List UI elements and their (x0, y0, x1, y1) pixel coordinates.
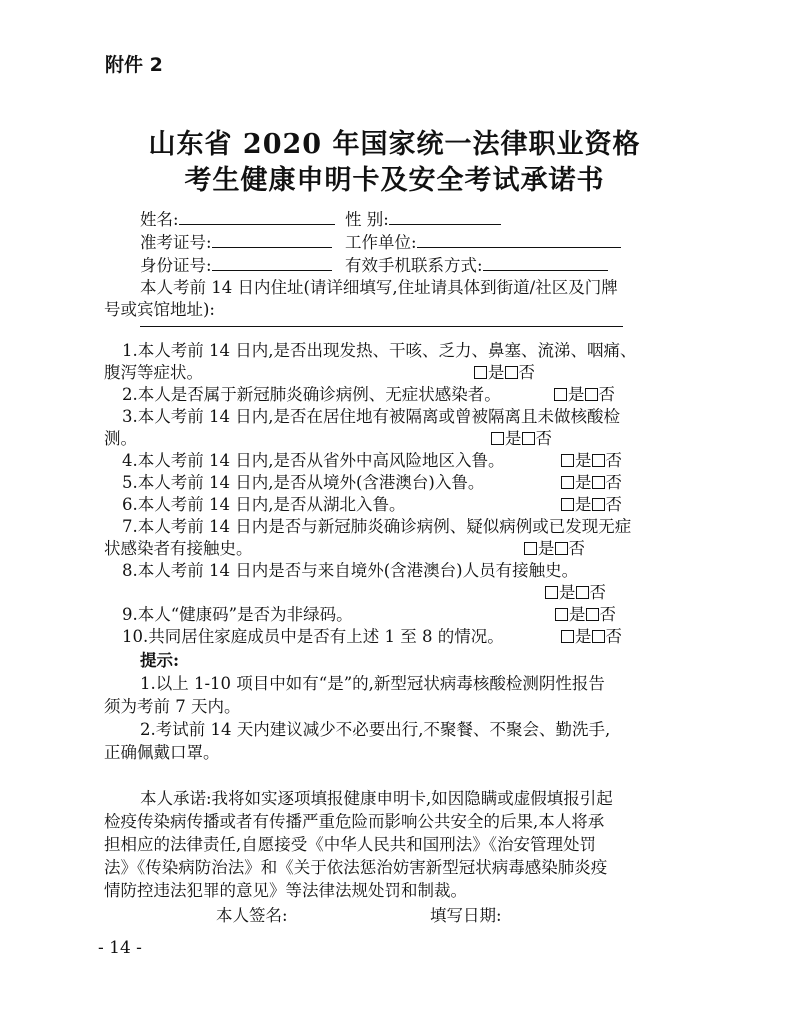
question-6-answer (561, 494, 622, 516)
fill-date-label: 填写日期: (430, 906, 502, 925)
yes-label: 是 (488, 363, 505, 382)
yes-checkbox[interactable] (554, 388, 567, 401)
exam-id-label: 准考证号: (140, 233, 212, 252)
exam-id-blank[interactable] (212, 231, 332, 248)
tip-2-line-1: 2.考试前 14 天内建议减少不必要出行,不聚餐、不聚会、勤洗手, (140, 720, 611, 739)
yes-checkbox[interactable] (561, 476, 574, 489)
no-label: 否 (599, 605, 616, 624)
signature-label: 本人签名: (216, 906, 288, 925)
no-label: 否 (589, 583, 606, 602)
yes-label: 是 (538, 539, 555, 558)
question-4-answer (561, 450, 622, 472)
no-label: 否 (535, 429, 552, 448)
question-9-answer (555, 604, 616, 626)
yes-checkbox[interactable] (561, 498, 574, 511)
no-checkbox[interactable] (505, 366, 518, 379)
no-label: 否 (605, 473, 622, 492)
attachment-label: 附件 2 (105, 54, 163, 76)
yes-checkbox[interactable] (561, 630, 574, 643)
phone-field-row (345, 254, 608, 277)
no-label: 否 (518, 363, 535, 382)
name-blank[interactable] (179, 208, 335, 225)
yes-label: 是 (575, 473, 592, 492)
id-number-field-row (140, 254, 332, 277)
yes-checkbox[interactable] (561, 454, 574, 467)
gender-blank[interactable] (389, 208, 501, 225)
pledge-line-1: 本人承诺:我将如实逐项填报健康申明卡,如因隐瞒或虚假填报引起 (140, 789, 613, 808)
no-checkbox[interactable] (592, 454, 605, 467)
no-label: 否 (598, 385, 615, 404)
question-10: 10.共同居住家庭成员中是否有上述 1 至 8 的情况。 (122, 627, 504, 646)
question-5: 5.本人考前 14 日内,是否从境外(含港澳台)入鲁。 (122, 473, 485, 492)
no-checkbox[interactable] (576, 586, 589, 599)
pledge-line-2: 检疫传染病传播或者有传播严重危险而影响公共安全的后果,本人将承 (104, 812, 605, 831)
yes-label: 是 (575, 627, 592, 646)
yes-checkbox[interactable] (491, 432, 504, 445)
question-10-answer (561, 626, 622, 648)
no-checkbox[interactable] (522, 432, 535, 445)
question-3-answer (491, 428, 552, 450)
work-unit-blank[interactable] (417, 231, 621, 248)
no-label: 否 (605, 495, 622, 514)
question-7-answer (524, 538, 585, 560)
no-label: 否 (605, 451, 622, 470)
address-prompt-line-1: 本人考前 14 日内住址(请详细填写,住址请具体到街道/社区及门牌 (140, 278, 618, 297)
yes-checkbox[interactable] (545, 586, 558, 599)
question-1-line-1: 1.本人考前 14 日内,是否出现发热、干咳、乏力、鼻塞、流涕、咽痛、 (122, 341, 637, 360)
yes-label: 是 (568, 385, 585, 404)
no-label: 否 (568, 539, 585, 558)
yes-label: 是 (575, 495, 592, 514)
question-7-line-2: 状感染者有接触史。 (104, 539, 253, 558)
exam-id-field-row (140, 231, 332, 254)
tip-1-line-1: 1.以上 1-10 项目中如有“是”的,新型冠状病毒核酸检测阴性报告 (140, 674, 605, 693)
name-field-row (140, 208, 335, 231)
no-checkbox[interactable] (592, 476, 605, 489)
question-3-line-1: 3.本人考前 14 日内,是否在居住地有被隔离或曾被隔离且未做核酸检 (122, 407, 620, 426)
question-6: 6.本人考前 14 日内,是否从湖北入鲁。 (122, 495, 406, 514)
page-number: - 14 - (98, 938, 142, 958)
no-checkbox[interactable] (592, 630, 605, 643)
work-unit-label: 工作单位: (345, 233, 417, 252)
tip-2-line-2: 正确佩戴口罩。 (104, 743, 220, 762)
gender-label: 性 别: (345, 210, 389, 229)
document-title-line-1: 山东省 2020 年国家统一法律职业资格 (148, 129, 641, 160)
pledge-line-3: 担相应的法律责任,自愿接受《中华人民共和国刑法》《治安管理处罚 (104, 835, 596, 854)
question-2-answer (554, 384, 615, 406)
id-number-label: 身份证号: (140, 256, 212, 275)
phone-label: 有效手机联系方式: (345, 256, 483, 275)
question-1-answer (474, 362, 535, 384)
pledge-line-4: 法》《传染病防治法》和《关于依法惩治妨害新型冠状病毒感染肺炎疫 (104, 858, 608, 877)
question-8-answer (545, 582, 606, 604)
question-1-line-2: 腹泻等症状。 (104, 363, 203, 382)
yes-checkbox[interactable] (555, 608, 568, 621)
id-number-blank[interactable] (212, 254, 332, 271)
gender-field-row (345, 208, 501, 231)
address-blank[interactable] (140, 325, 623, 327)
question-7-line-1: 7.本人考前 14 日内是否与新冠肺炎确诊病例、疑似病例或已发现无症 (122, 517, 632, 536)
tip-1-line-2: 须为考前 7 天内。 (104, 697, 241, 716)
question-3-line-2: 测。 (104, 429, 137, 448)
work-unit-field-row (345, 231, 621, 254)
phone-blank[interactable] (483, 254, 608, 271)
tips-label: 提示: (140, 651, 180, 670)
name-label: 姓名: (140, 210, 179, 229)
address-prompt-line-2: 号或宾馆地址): (104, 300, 215, 319)
no-checkbox[interactable] (586, 608, 599, 621)
question-4: 4.本人考前 14 日内,是否从省外中高风险地区入鲁。 (122, 451, 505, 470)
no-checkbox[interactable] (592, 498, 605, 511)
no-checkbox[interactable] (585, 388, 598, 401)
pledge-line-5: 情防控违法犯罪的意见》等法律法规处罚和制裁。 (104, 881, 467, 900)
document-title-line-2: 考生健康申明卡及安全考试承诺书 (184, 165, 605, 196)
no-checkbox[interactable] (555, 542, 568, 555)
no-label: 否 (605, 627, 622, 646)
yes-label: 是 (575, 451, 592, 470)
question-5-answer (561, 472, 622, 494)
question-2: 2.本人是否属于新冠肺炎确诊病例、无症状感染者。 (122, 385, 501, 404)
yes-label: 是 (569, 605, 586, 624)
yes-label: 是 (505, 429, 522, 448)
question-9: 9.本人“健康码”是否为非绿码。 (122, 605, 353, 624)
yes-checkbox[interactable] (524, 542, 537, 555)
question-8: 8.本人考前 14 日内是否与来自境外(含港澳台)人员有接触史。 (122, 561, 579, 580)
yes-checkbox[interactable] (474, 366, 487, 379)
yes-label: 是 (559, 583, 576, 602)
